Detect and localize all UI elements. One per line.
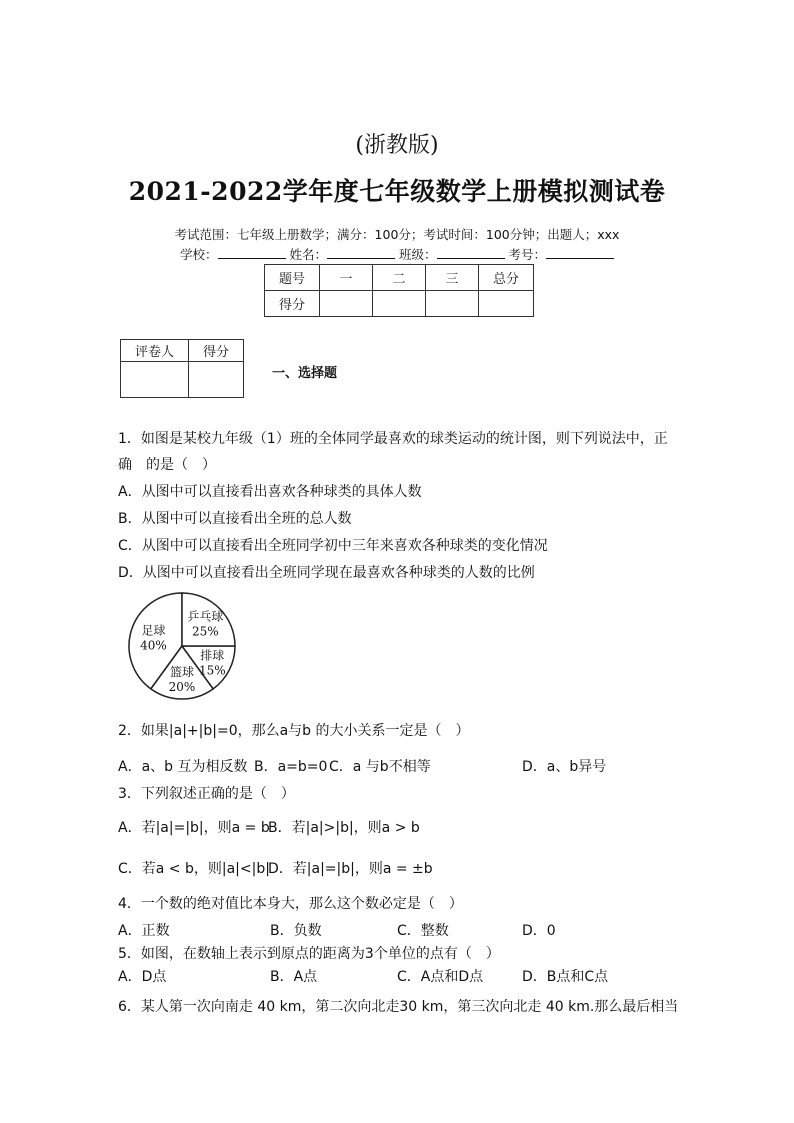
q2-option-c: C．a 与b不相等 (329, 759, 431, 775)
name-label: 姓名： (289, 247, 327, 262)
class-blank (437, 246, 505, 259)
grader-cell (121, 362, 189, 398)
score-table (264, 264, 534, 317)
score-cell (320, 291, 373, 317)
score-header-cell: 二 (373, 265, 426, 291)
q3-option-a: A．若|a|=|b|，则a = b (118, 820, 270, 836)
q2-option-b: B．a=b=0 (254, 759, 328, 775)
pie-chart (124, 590, 244, 705)
score-header-cell: 题号 (265, 265, 320, 291)
q5-option-c: C．A点和D点 (397, 969, 484, 985)
exam-info-line: 考试范围：七年级上册数学；满分：100分；考试时间：100分钟；出题人；xxx (174, 227, 620, 242)
q4-option-d: D．0 (522, 923, 556, 939)
grader-header-cell: 得分 (189, 340, 244, 362)
q1-option-a: A．从图中可以直接看出喜欢各种球类的具体人数 (118, 484, 422, 500)
q1-stem-line2: 确 的是（ ） (118, 457, 216, 473)
score-header-cell: 总分 (479, 265, 534, 291)
pie-percent-label: 15% (198, 663, 226, 678)
score-cell (426, 291, 479, 317)
name-blank (327, 246, 395, 259)
q3-option-b: B．若|a|>|b|，则a > b (268, 820, 420, 836)
school-blank (218, 246, 286, 259)
q3-option-c: C．若a < b，则|a|<|b| (118, 861, 270, 877)
pie-percent-label: 20% (168, 680, 196, 694)
q1-option-b: B．从图中可以直接看出全班的总人数 (118, 511, 352, 527)
score-cell (479, 291, 534, 317)
q4-option-a: A．正数 (118, 923, 170, 939)
q4-option-b: B．负数 (270, 923, 322, 939)
q3-stem: 3．下列叙述正确的是（ ） (118, 786, 295, 802)
q5-option-d: D．B点和C点 (522, 969, 609, 985)
pie-percent-label: 40% (140, 638, 167, 653)
score-cell (373, 291, 426, 317)
class-label: 班级： (398, 247, 437, 262)
exam-title: 2021-2022学年度七年级数学上册模拟测试卷 (128, 177, 666, 206)
grader-header-cell: 评卷人 (121, 340, 189, 362)
q1-option-d: D．从图中可以直接看出全班同学现在最喜欢各种球类的人数的比例 (118, 565, 535, 581)
q4-option-c: C．整数 (397, 923, 449, 939)
student-info-line (0, 245, 794, 263)
grader-cell (189, 362, 244, 398)
school-label: 学校： (179, 247, 218, 262)
pie-category-label: 篮球 (169, 665, 195, 679)
score-row-label: 得分 (265, 291, 320, 317)
q5-stem: 5．如图，在数轴上表示到原点的距离为3个单位的点有（ ） (118, 946, 500, 962)
pie-category-label: 足球 (141, 623, 166, 638)
q4-stem: 4．一个数的绝对值比本身大，那么这个数必定是（ ） (118, 896, 463, 912)
q6-stem: 6．某人第一次向南走 40 km，第二次向北走30 km，第三次向北走 40 km.那么最后相当 (118, 999, 679, 1015)
pie-percent-label: 25% (191, 624, 219, 639)
score-header-cell: 一 (320, 265, 373, 291)
score-header-cell: 三 (426, 265, 479, 291)
q2-option-a: A．a、b 互为相反数 (118, 759, 248, 775)
id-blank (546, 246, 614, 259)
id-label: 考号： (508, 247, 546, 262)
pie-category-label: 排球 (200, 648, 225, 663)
q5-option-a: A．D点 (118, 969, 167, 985)
grader-table (120, 339, 244, 398)
section-title: 一、选择题 (272, 366, 338, 381)
q1-option-c: C．从图中可以直接看出全班同学初中三年来喜欢各种球类的变化情况 (118, 538, 548, 554)
q2-stem: 2．如果|a|+|b|=0，那么a与b 的大小关系一定是（ ） (118, 723, 470, 739)
q1-stem-line1: 1．如图是某校九年级（1）班的全体同学最喜欢的球类运动的统计图，则下列说法中，正 (118, 431, 668, 447)
q5-option-b: B．A点 (270, 969, 318, 985)
q3-option-d: D．若|a|=|b|，则a = ±b (268, 861, 433, 877)
pie-category-label: 乒乓球 (187, 609, 224, 624)
q2-option-d: D．a、b异号 (522, 759, 607, 775)
exam-edition: (浙教版) (355, 133, 439, 158)
